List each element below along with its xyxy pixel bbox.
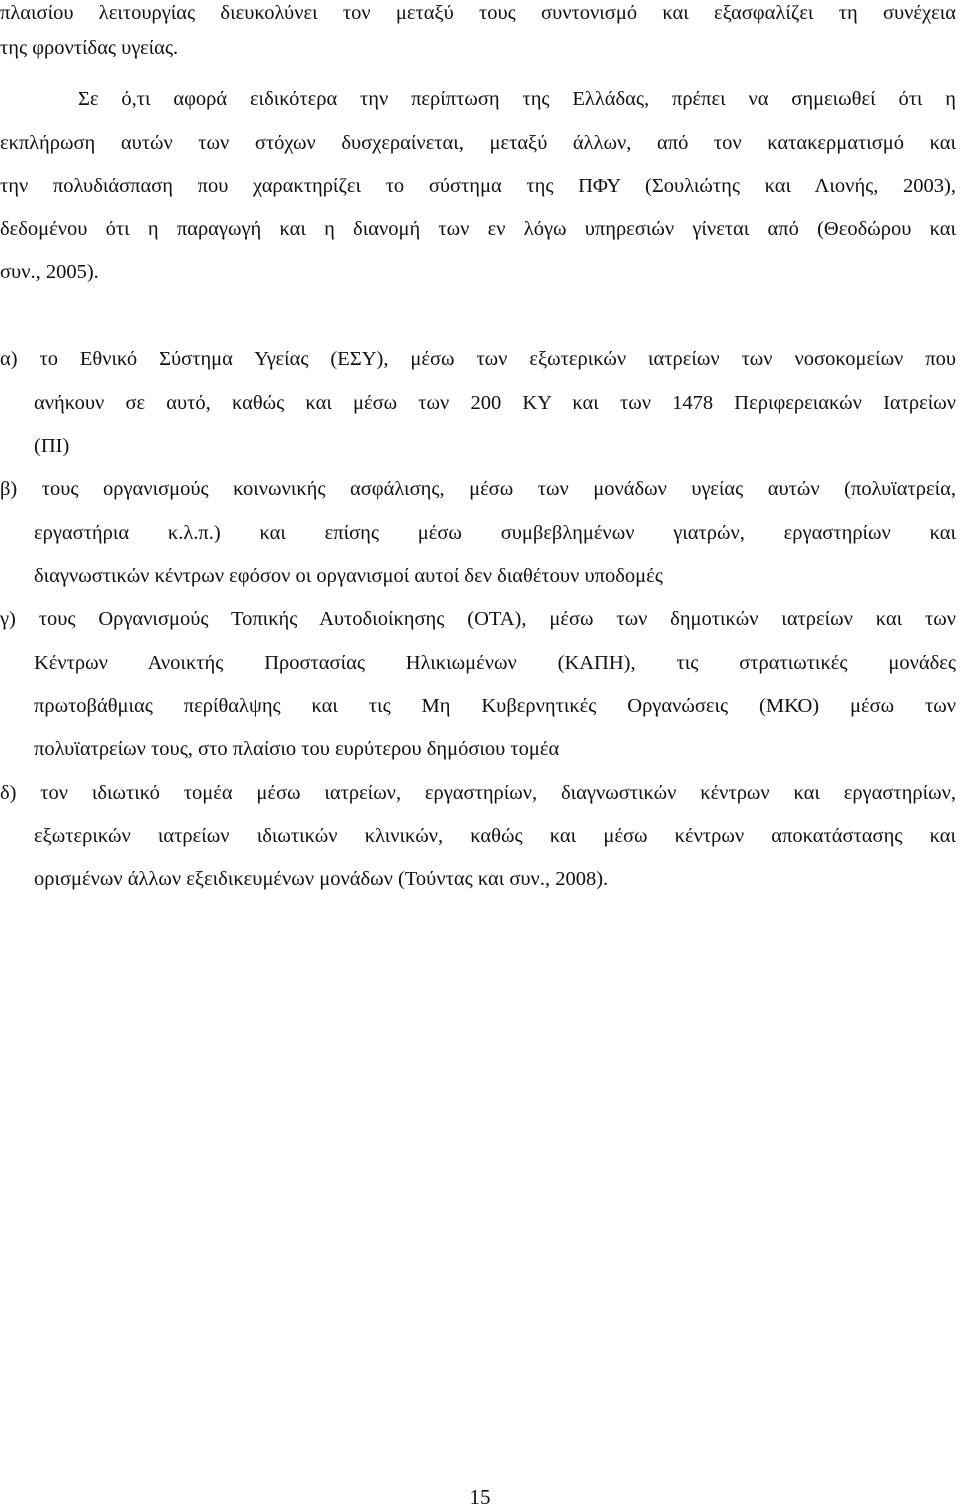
list-item-c-line-3: πρωτοβάθμιας περίθαλψης και τις Μη Κυβερνητικές Οργανώσεις (ΜΚΟ) μέσω των: [34, 695, 956, 717]
list-item-a-line-1: α) το Εθνικό Σύστημα Υγείας (ΕΣΥ), μέσω των εξωτερικών ιατρείων των νοσοκομείων που: [0, 348, 956, 370]
list-item-d-line-3: ορισμένων άλλων εξειδικευμένων μονάδων (Τούντας και συν., 2008).: [34, 868, 609, 890]
paragraph-1-line-1: πλαισίου λειτουργίας διευκολύνει τον μεταξύ τους συντονισμό και εξασφαλίζει τη συνέχεια: [0, 2, 956, 24]
paragraph-2-line-3: την πολυδιάσπαση που χαρακτηρίζει το σύστημα της ΠΦΥ (Σουλιώτης και Λιονής, 2003),: [0, 175, 956, 197]
list-item-d-line-1: δ) τον ιδιωτικό τομέα μέσω ιατρείων, εργαστηρίων, διαγνωστικών κέντρων και εργαστηρίων,: [0, 782, 956, 804]
list-item-d-line-2: εξωτερικών ιατρείων ιδιωτικών κλινικών, καθώς και μέσω κέντρων αποκατάστασης και: [34, 825, 956, 847]
paragraph-2-line-4: δεδομένου ότι η παραγωγή και η διανομή των εν λόγω υπηρεσιών γίνεται από (Θεοδώρου και: [0, 218, 956, 240]
list-item-b-line-3: διαγνωστικών κέντρων εφόσον οι οργανισμοί αυτοί δεν διαθέτουν υποδομές: [34, 565, 663, 587]
paragraph-1-line-2: της φροντίδας υγείας.: [0, 37, 179, 59]
list-item-b-line-2: εργαστήρια κ.λ.π.) και επίσης μέσω συμβεβλημένων γιατρών, εργαστηρίων και: [34, 522, 956, 544]
paragraph-2-line-2: εκπλήρωση αυτών των στόχων δυσχεραίνεται, μεταξύ άλλων, από τον κατακερματισμό και: [0, 132, 956, 154]
page-number: 15: [469, 1485, 491, 1509]
list-item-c-line-2: Κέντρων Ανοικτής Προστασίας Ηλικιωμένων (ΚΑΠΗ), τις στρατιωτικές μονάδες: [34, 652, 956, 674]
list-item-c-line-1: γ) τους Οργανισμούς Τοπικής Αυτοδιοίκησης (ΟΤΑ), μέσω των δημοτικών ιατρείων και των: [0, 608, 956, 630]
list-item-a-line-2: ανήκουν σε αυτό, καθώς και μέσω των 200 ΚΥ και των 1478 Περιφερειακών Ιατρείων: [34, 392, 956, 414]
list-item-b-line-1: β) τους οργανισμούς κοινωνικής ασφάλισης, μέσω των μονάδων υγείας αυτών (πολυϊατρεία,: [0, 478, 956, 500]
list-item-a-line-3: (ΠΙ): [34, 435, 70, 457]
paragraph-2-line-5: συν., 2005).: [0, 261, 99, 283]
list-item-c-line-4: πολυϊατρείων τους, στο πλαίσιο του ευρύτερου δημόσιου τομέα: [34, 738, 560, 760]
paragraph-2-line-1: Σε ό,τι αφορά ειδικότερα την περίπτωση της Ελλάδας, πρέπει να σημειωθεί ότι η: [78, 88, 956, 110]
